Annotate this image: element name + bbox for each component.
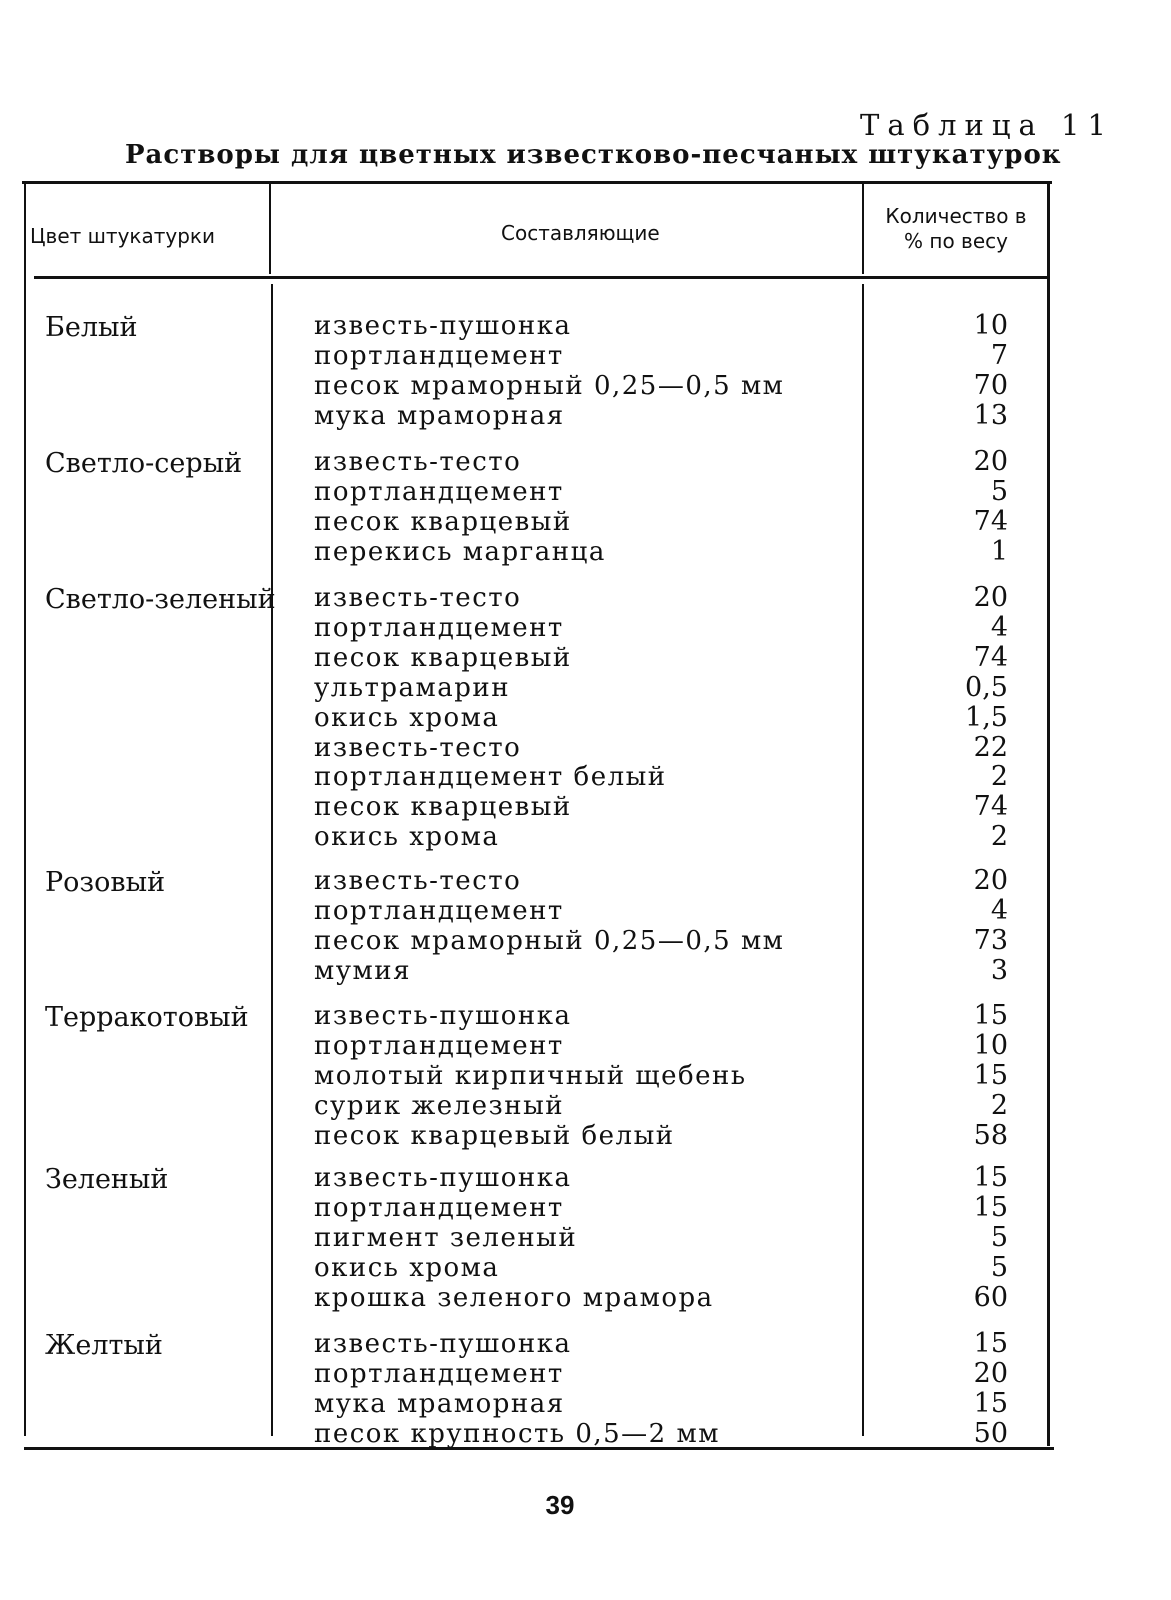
component-quantity: 1	[990, 536, 1008, 567]
header-components: Составляющие	[501, 221, 660, 245]
component-quantity: 4	[990, 895, 1008, 926]
component-name: портландцемент	[314, 896, 564, 926]
component-quantity: 2	[990, 821, 1008, 852]
component-name: песок кварцевый	[314, 643, 572, 673]
group-color-label: Розовый	[45, 867, 166, 898]
component-name: крошка зеленого мрамора	[314, 1283, 714, 1313]
component-name: портландцемент	[314, 477, 564, 507]
component-name: молотый кирпичный щебень	[314, 1061, 747, 1091]
component-quantity: 3	[990, 955, 1008, 986]
component-quantity: 58	[973, 1120, 1008, 1151]
component-name: известь-пушонка	[314, 1329, 572, 1359]
component-quantity: 2	[990, 1090, 1008, 1121]
component-quantity: 15	[973, 1192, 1008, 1223]
component-quantity: 1,5	[965, 702, 1008, 733]
component-name: портландцемент	[314, 1193, 564, 1223]
component-name: портландцемент	[314, 1359, 564, 1389]
group-color-label: Зеленый	[45, 1164, 169, 1195]
component-quantity: 7	[990, 340, 1008, 371]
group-color-label: Светло-серый	[45, 448, 243, 479]
header-quantity-line1: Количество в	[885, 204, 1027, 228]
component-name: портландцемент	[314, 613, 564, 643]
component-quantity: 10	[973, 1030, 1008, 1061]
component-name: окись хрома	[314, 822, 500, 852]
component-name: известь-тесто	[314, 866, 522, 896]
component-name: известь-тесто	[314, 583, 522, 613]
component-quantity: 0,5	[965, 672, 1008, 703]
component-quantity: 74	[973, 791, 1008, 822]
table-label: Таблица 11	[860, 108, 1114, 142]
component-quantity: 2	[990, 761, 1008, 792]
component-quantity: 5	[990, 1252, 1008, 1283]
component-name: известь-тесто	[314, 447, 522, 477]
component-quantity: 73	[973, 925, 1008, 956]
component-name: известь-тесто	[314, 733, 522, 763]
component-name: сурик железный	[314, 1091, 565, 1121]
component-name: песок кварцевый	[314, 792, 572, 822]
component-name: известь-пушонка	[314, 311, 572, 341]
component-quantity: 10	[973, 310, 1008, 341]
component-quantity: 15	[973, 1328, 1008, 1359]
component-quantity: 20	[973, 865, 1008, 896]
component-name: мумия	[314, 956, 411, 986]
component-quantity: 74	[973, 642, 1008, 673]
component-quantity: 70	[973, 370, 1008, 401]
component-name: песок мраморный 0,25—0,5 мм	[314, 926, 785, 956]
component-quantity: 15	[973, 1388, 1008, 1419]
component-name: песок крупность 0,5—2 мм	[314, 1419, 720, 1449]
component-quantity: 50	[973, 1418, 1008, 1449]
component-name: пигмент зеленый	[314, 1223, 578, 1253]
component-quantity: 4	[990, 612, 1008, 643]
component-quantity: 20	[973, 582, 1008, 613]
header-quantity-line2: % по весу	[904, 229, 1008, 253]
component-quantity: 20	[973, 446, 1008, 477]
component-name: известь-пушонка	[314, 1001, 572, 1031]
component-quantity: 60	[973, 1282, 1008, 1313]
component-name: перекись марганца	[314, 537, 606, 567]
component-name: окись хрома	[314, 1253, 500, 1283]
component-quantity: 13	[973, 400, 1008, 431]
component-quantity: 5	[990, 1222, 1008, 1253]
component-quantity: 15	[973, 1162, 1008, 1193]
component-quantity: 22	[973, 732, 1008, 763]
component-name: окись хрома	[314, 703, 500, 733]
component-quantity: 15	[973, 1000, 1008, 1031]
component-name: известь-пушонка	[314, 1163, 572, 1193]
group-color-label: Белый	[45, 312, 138, 343]
header-color: Цвет штукатурки	[30, 224, 216, 248]
group-color-label: Терракотовый	[45, 1002, 249, 1033]
component-name: портландцемент	[314, 1031, 564, 1061]
page-number: 39	[545, 1490, 575, 1520]
group-color-label: Желтый	[45, 1330, 163, 1361]
component-name: мука мраморная	[314, 401, 565, 431]
component-name: песок кварцевый	[314, 507, 572, 537]
component-name: портландцемент	[314, 341, 564, 371]
component-name: песок мраморный 0,25—0,5 мм	[314, 371, 785, 401]
component-name: портландцемент белый	[314, 762, 667, 792]
component-name: песок кварцевый белый	[314, 1121, 675, 1151]
table-title: Растворы для цветных известково-песчаных штукатурок	[125, 140, 1062, 170]
component-name: мука мраморная	[314, 1389, 565, 1419]
component-quantity: 15	[973, 1060, 1008, 1091]
component-quantity: 5	[990, 476, 1008, 507]
component-quantity: 74	[973, 506, 1008, 537]
component-name: ультрамарин	[314, 673, 511, 703]
group-color-label: Светло-зеленый	[45, 584, 276, 615]
component-quantity: 20	[973, 1358, 1008, 1389]
